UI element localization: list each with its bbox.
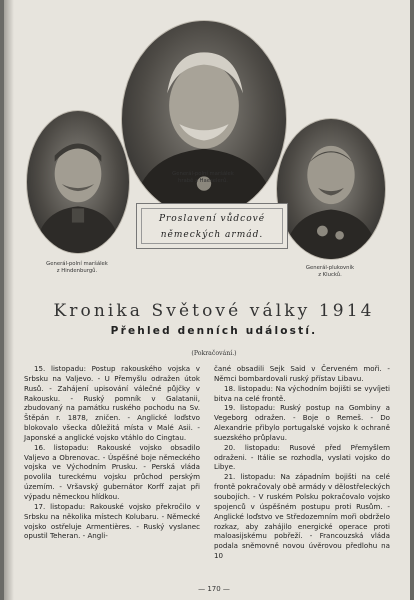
- book-page: [4, 0, 410, 600]
- chronicle-subtitle: Přehled denních událostí.: [110, 325, 318, 337]
- portrait-hindenburg: [26, 110, 130, 254]
- continued-note: (Pokračování.): [191, 350, 237, 357]
- caption-haeseler: [168, 171, 238, 185]
- right-column: [214, 364, 390, 561]
- caption-hindenburg: [31, 261, 123, 275]
- entry-18-november: 18. listopadu: Na východním bojišti se vyvíjeti bitva na celé frontě.: [214, 383, 390, 403]
- entry-16-november: 16. listopadu: Rakouské vojsko obsadilo Valjevo a Obrenovac. - Úspěšné boje německého vojska ve Východním Prusku. - Perská vláda povolila tureckému vojsku průchod perským územím. - Vršavský gubernátor Korff zajat při výpadu německou hlídkou.: [24, 442, 200, 501]
- page-number: — 170 —: [198, 585, 230, 593]
- frame-line-2: německých armád.: [160, 230, 264, 240]
- caption-kluck-rank: Generál-plukovník: [305, 265, 355, 271]
- entry-21-november: 21. listopadu: Na západním bojišti na celé frontě pokračovaly obě armády v dělostřeleckých soubojích. - V ruském Polsku pokračovalo vojsko spojenců v úspěšném postupu proti Rusům. - Anglické loďstvo ve Středozemním moři obdrželo rozkaz, aby zahájilo energické operace proti maloasijskému pobřeží. - Francouzská vláda podala sněmovně novou úvěrovou předlohu na 10: [214, 472, 390, 561]
- portrait-kluck: [276, 118, 386, 260]
- caption-kluck: [287, 265, 373, 279]
- entry-20-november: 20. listopadu: Rusové před Přemyšlem odraženi. - Itálie se rozhodla, vyslati vojsko do Libye.: [214, 442, 390, 472]
- caption-kluck-name: z Klucků.: [318, 272, 342, 278]
- entry-17-november-continued: čané obsadili Sejk Said v Červeném moři. - Němci bombardovali ruský přístav Libavu.: [214, 364, 390, 383]
- portrait-kluck-image: [277, 119, 385, 259]
- portrait-haeseler: [121, 20, 287, 218]
- commanders-frame: [136, 203, 288, 249]
- portrait-hindenburg-image: [27, 111, 129, 253]
- entry-19-november: 19. listopadu: Ruský postup na Gombiny a Vegeborg odražen. - Boje o Remeš. - Do Alexandrie přibylo portugalské vojsko k ochraně suezského průplavu.: [214, 403, 390, 442]
- portrait-haeseler-image: [122, 21, 286, 217]
- caption-haeseler-rank: Generál-polní maršálek: [172, 171, 234, 177]
- chronicle-title: Kronika Světové války 1914: [53, 301, 375, 321]
- left-column: [24, 364, 200, 541]
- entry-15-november: 15. listopadu: Postup rakouského vojska v Srbsku na Valjevo. - U Přemyšlu odražen útok Rusů. - Zahájení upisování válečné půjčky v Rakousku. - Ruský pomník v Galatanii, zbudovaný na památku ruského pochodu na Sv. Štěpán r. 1878, zničen. - Anglické loďstvo blokovalo všecka důležitá místa v Malé Asii. - Japonské a anglické vojsko vtáhlo do Cingtau.: [24, 364, 200, 442]
- entry-17-november: 17. listopadu: Rakouské vojsko překročilo v Srbsku na několika místech Kolubaru. - Německé vojsko ostřeluje Armentières. - Ruský vyslanec opustil Teheran. - Angli-: [24, 501, 200, 541]
- caption-haeseler-name: hrabě z Haeselerů.: [177, 178, 228, 184]
- page-gutter-shadow: [4, 0, 14, 600]
- caption-hindenburg-rank: Generál-polní maršálek: [46, 261, 108, 267]
- caption-hindenburg-name: z Hindenburgů.: [56, 268, 98, 274]
- frame-line-1: Proslavení vůdcové: [158, 214, 266, 224]
